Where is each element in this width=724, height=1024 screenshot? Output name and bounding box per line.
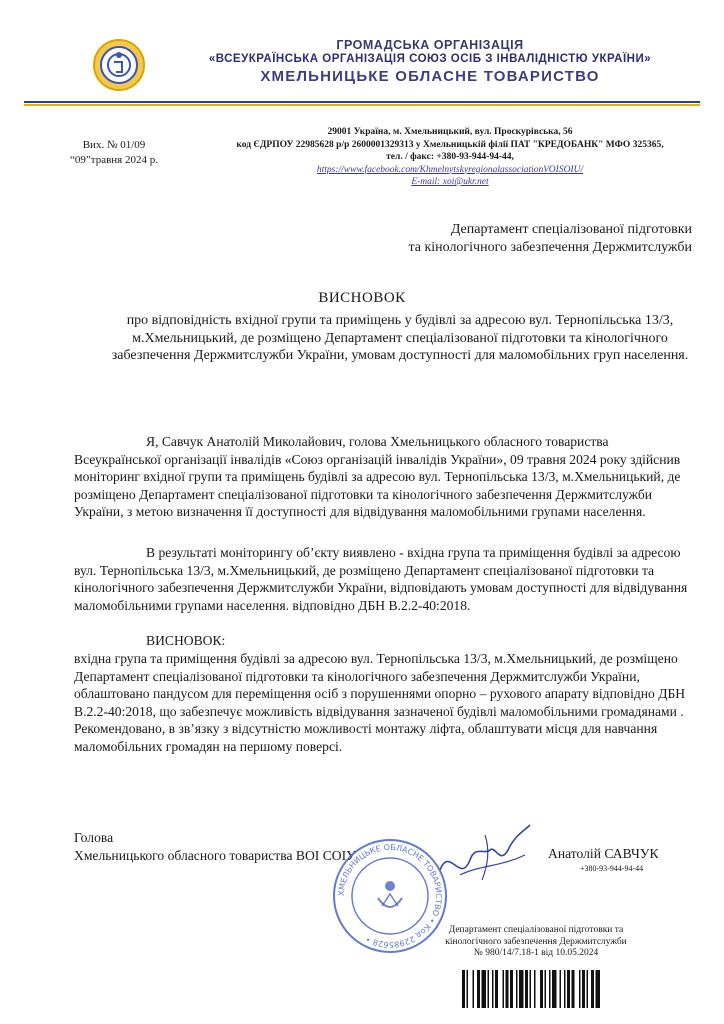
signatory-position xyxy=(74,829,356,865)
addressee-block xyxy=(360,221,692,257)
barcode-icon xyxy=(462,970,642,1008)
addressee-line-1: Департамент спеціалізованої підготовки xyxy=(450,222,692,237)
contacts-address: 29001 Україна, м. Хмельницький, вул. Проскурівська, 56 xyxy=(327,127,573,137)
org-branch-heading: ХМЕЛЬНИЦЬКЕ ОБЛАСНЕ ТОВАРИСТВО xyxy=(260,68,600,85)
signatory-phone: +380-93-944-94-44 xyxy=(580,864,644,873)
registration-line-1: Департамент спеціалізованої підготовки та xyxy=(448,925,624,935)
stamp-text: ХМЕЛЬНИЦЬКЕ ОБЛАСНЕ ТОВАРИСТВО • Код 22985628 • xyxy=(336,842,444,950)
registration-block xyxy=(428,925,644,960)
outgoing-date: “09”травня 2024 р. xyxy=(70,154,158,166)
document-subject: про відповідність вхідної групи та приміщень у будівлі за адресою вул. Тернопільська 13/3, м.Хмельницький, де розміщено Департамент спеціалізованої підготовки та кінологічного забезпечення Держмитслужби України, умовам доступності для маломобільних груп населення. xyxy=(111,313,689,363)
handwritten-signature-icon xyxy=(430,815,550,895)
registration-number: № 980/14/7.18-1 від 10.05.2024 xyxy=(473,948,599,958)
signatory-title: Голова xyxy=(74,830,114,845)
organization-logo-icon xyxy=(92,38,146,92)
org-name-heading: «ВСЕУКРАЇНСЬКА ОРГАНІЗАЦІЯ СОЮЗ ОСІБ З ІНВАЛІДНІСТЮ УКРАЇНИ» xyxy=(208,53,652,65)
signatory-organization: Хмельницького обласного товариства ВОІ СОІУ xyxy=(74,848,356,863)
outgoing-number: Вих. № 01/09 xyxy=(82,139,146,151)
body-paragraph-1: Я, Савчук Анатолій Миколайович, голова Хмельницького обласного товариства Всеукраїнської організації інвалідів «Союз організацій інвалідів України», 09 травня 2024 року здійснив моніторинг вхідної групи та приміщень будівлі за адресою вул. Тернопільська 13/3, м.Хмельницький, де розміщено Департамент спеціалізованої підготовки та кінологічного забезпечення Держмитслужби України, з метою визначення її доступності для відвідування маломобільними групами населення. xyxy=(74,434,681,519)
signatory-name: Анатолій САВЧУК xyxy=(548,846,659,861)
email-link[interactable]: E-mail: xoi@ukr.net xyxy=(411,177,489,187)
letterhead-divider-blue xyxy=(24,101,700,103)
org-type-heading: ГРОМАДСЬКА ОРГАНІЗАЦІЯ xyxy=(336,38,524,52)
contacts-block xyxy=(228,126,672,189)
contacts-codes: код ЄДРПОУ 22985628 р/р 2600001329313 у Хмельницькій філії ПАТ "КРЕДОБАНК" МФО 325365, xyxy=(236,139,664,150)
contacts-phone: тел. / факс: +380-93-944-94-44, xyxy=(386,152,514,162)
body-paragraph-3: вхідна група та приміщення будівлі за адресою вул. Тернопільська 13/3, м.Хмельницький, де розміщено Департамент спеціалізованої підготовки та кінологічного забезпечення Держмитслужби України, облаштовано пандусом для переміщення осіб з порушеннями опорно – рухового апарату відповідно ДБН В.2.2-40:2018, що забезпечує можливість відвідування зазначеної будівлі маломобільними громадянами . Рекомендовано, в зв’язку з відсутністю можливості монтажу ліфта, облаштувати місця для навчання маломобільних громадян на першому поверсі. xyxy=(74,651,686,754)
outgoing-number-block xyxy=(70,138,158,168)
registration-line-2: кінологічного забезпечення Держмитслужби xyxy=(445,936,627,947)
conclusion-heading: ВИСНОВОК: xyxy=(146,633,226,648)
addressee-line-2: та кінологічного забезпечення Держмитслужби xyxy=(408,240,692,255)
facebook-link[interactable]: https://www.facebook.com/KhmelnytskyregionalassociationVOISOIU/ xyxy=(316,164,584,175)
body-paragraph-2: В результаті моніторингу об’єкту виявлено - вхідна група та приміщення будівлі за адресою вул. Тернопільська 13/3, м.Хмельницький, де розміщено Департамент спеціалізованої підготовки та кінологічного забезпечення Держмитслужби України, відповідають умовам доступності для відвідування маломобільними групами населення. відповідно ДБН В.2.2-40:2018. xyxy=(74,545,688,613)
document-title: ВИСНОВОК xyxy=(318,290,406,306)
letterhead-divider-yellow xyxy=(24,104,700,106)
